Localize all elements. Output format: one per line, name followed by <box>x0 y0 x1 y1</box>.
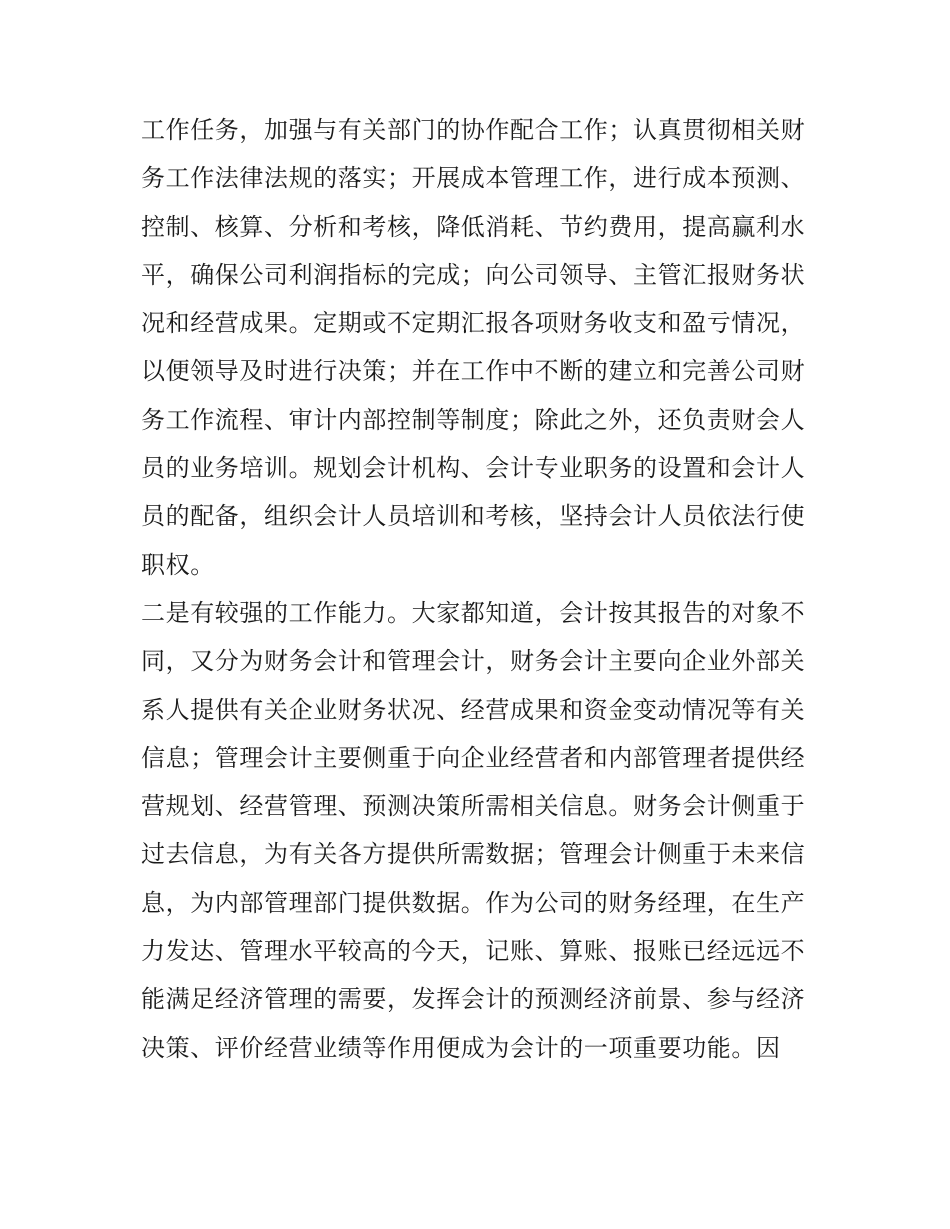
text-line: 息，为内部管理部门提供数据。作为公司的财务经理，在生产 <box>141 888 806 917</box>
text-line: 职权。 <box>141 550 215 579</box>
text-line: 系人提供有关企业财务状况、经营成果和资金变动情况等有关 <box>141 695 806 724</box>
text-line: 平，确保公司利润指标的完成；向公司领导、主管汇报财务状 <box>141 260 806 289</box>
text-line: 营规划、经营管理、预测决策所需相关信息。财务会计侧重于 <box>141 792 806 821</box>
text-line: 控制、核算、分析和考核，降低消耗、节约费用，提高赢利水 <box>141 212 806 241</box>
text-line: 过去信息，为有关各方提供所需数据；管理会计侧重于未来信 <box>141 840 806 869</box>
text-line: 同，又分为财务会计和管理会计，财务会计主要向企业外部关 <box>141 647 806 676</box>
text-line: 工作任务，加强与有关部门的协作配合工作；认真贯彻相关财 <box>141 116 806 144</box>
text-line: 信息；管理会计主要侧重于向企业经营者和内部管理者提供经 <box>141 743 806 772</box>
text-line: 员的配备，组织会计人员培训和考核，坚持会计人员依法行使 <box>141 502 806 531</box>
text-line: 务工作流程、审计内部控制等制度；除此之外，还负责财会人 <box>141 405 806 434</box>
text-line: 员的业务培训。规划会计机构、会计专业职务的设置和会计人 <box>141 454 806 483</box>
text-line: 况和经营成果。定期或不定期汇报各项财务收支和盈亏情况， <box>141 309 806 338</box>
text-line: 力发达、管理水平较高的今天，记账、算账、报账已经远远不 <box>141 937 806 966</box>
body-text <box>141 106 821 1072</box>
text-line: 以便领导及时进行决策；并在工作中不断的建立和完善公司财 <box>141 357 806 386</box>
text-line: 决策、评价经营业绩等作用便成为会计的一项重要功能。因 <box>141 1033 781 1062</box>
text-line: 二是有较强的工作能力。大家都知道，会计按其报告的对象不 <box>141 598 806 627</box>
text-line: 能满足经济管理的需要，发挥会计的预测经济前景、参与经济 <box>141 985 806 1014</box>
text-line: 务工作法律法规的落实；开展成本管理工作，进行成本预测、 <box>141 164 806 193</box>
